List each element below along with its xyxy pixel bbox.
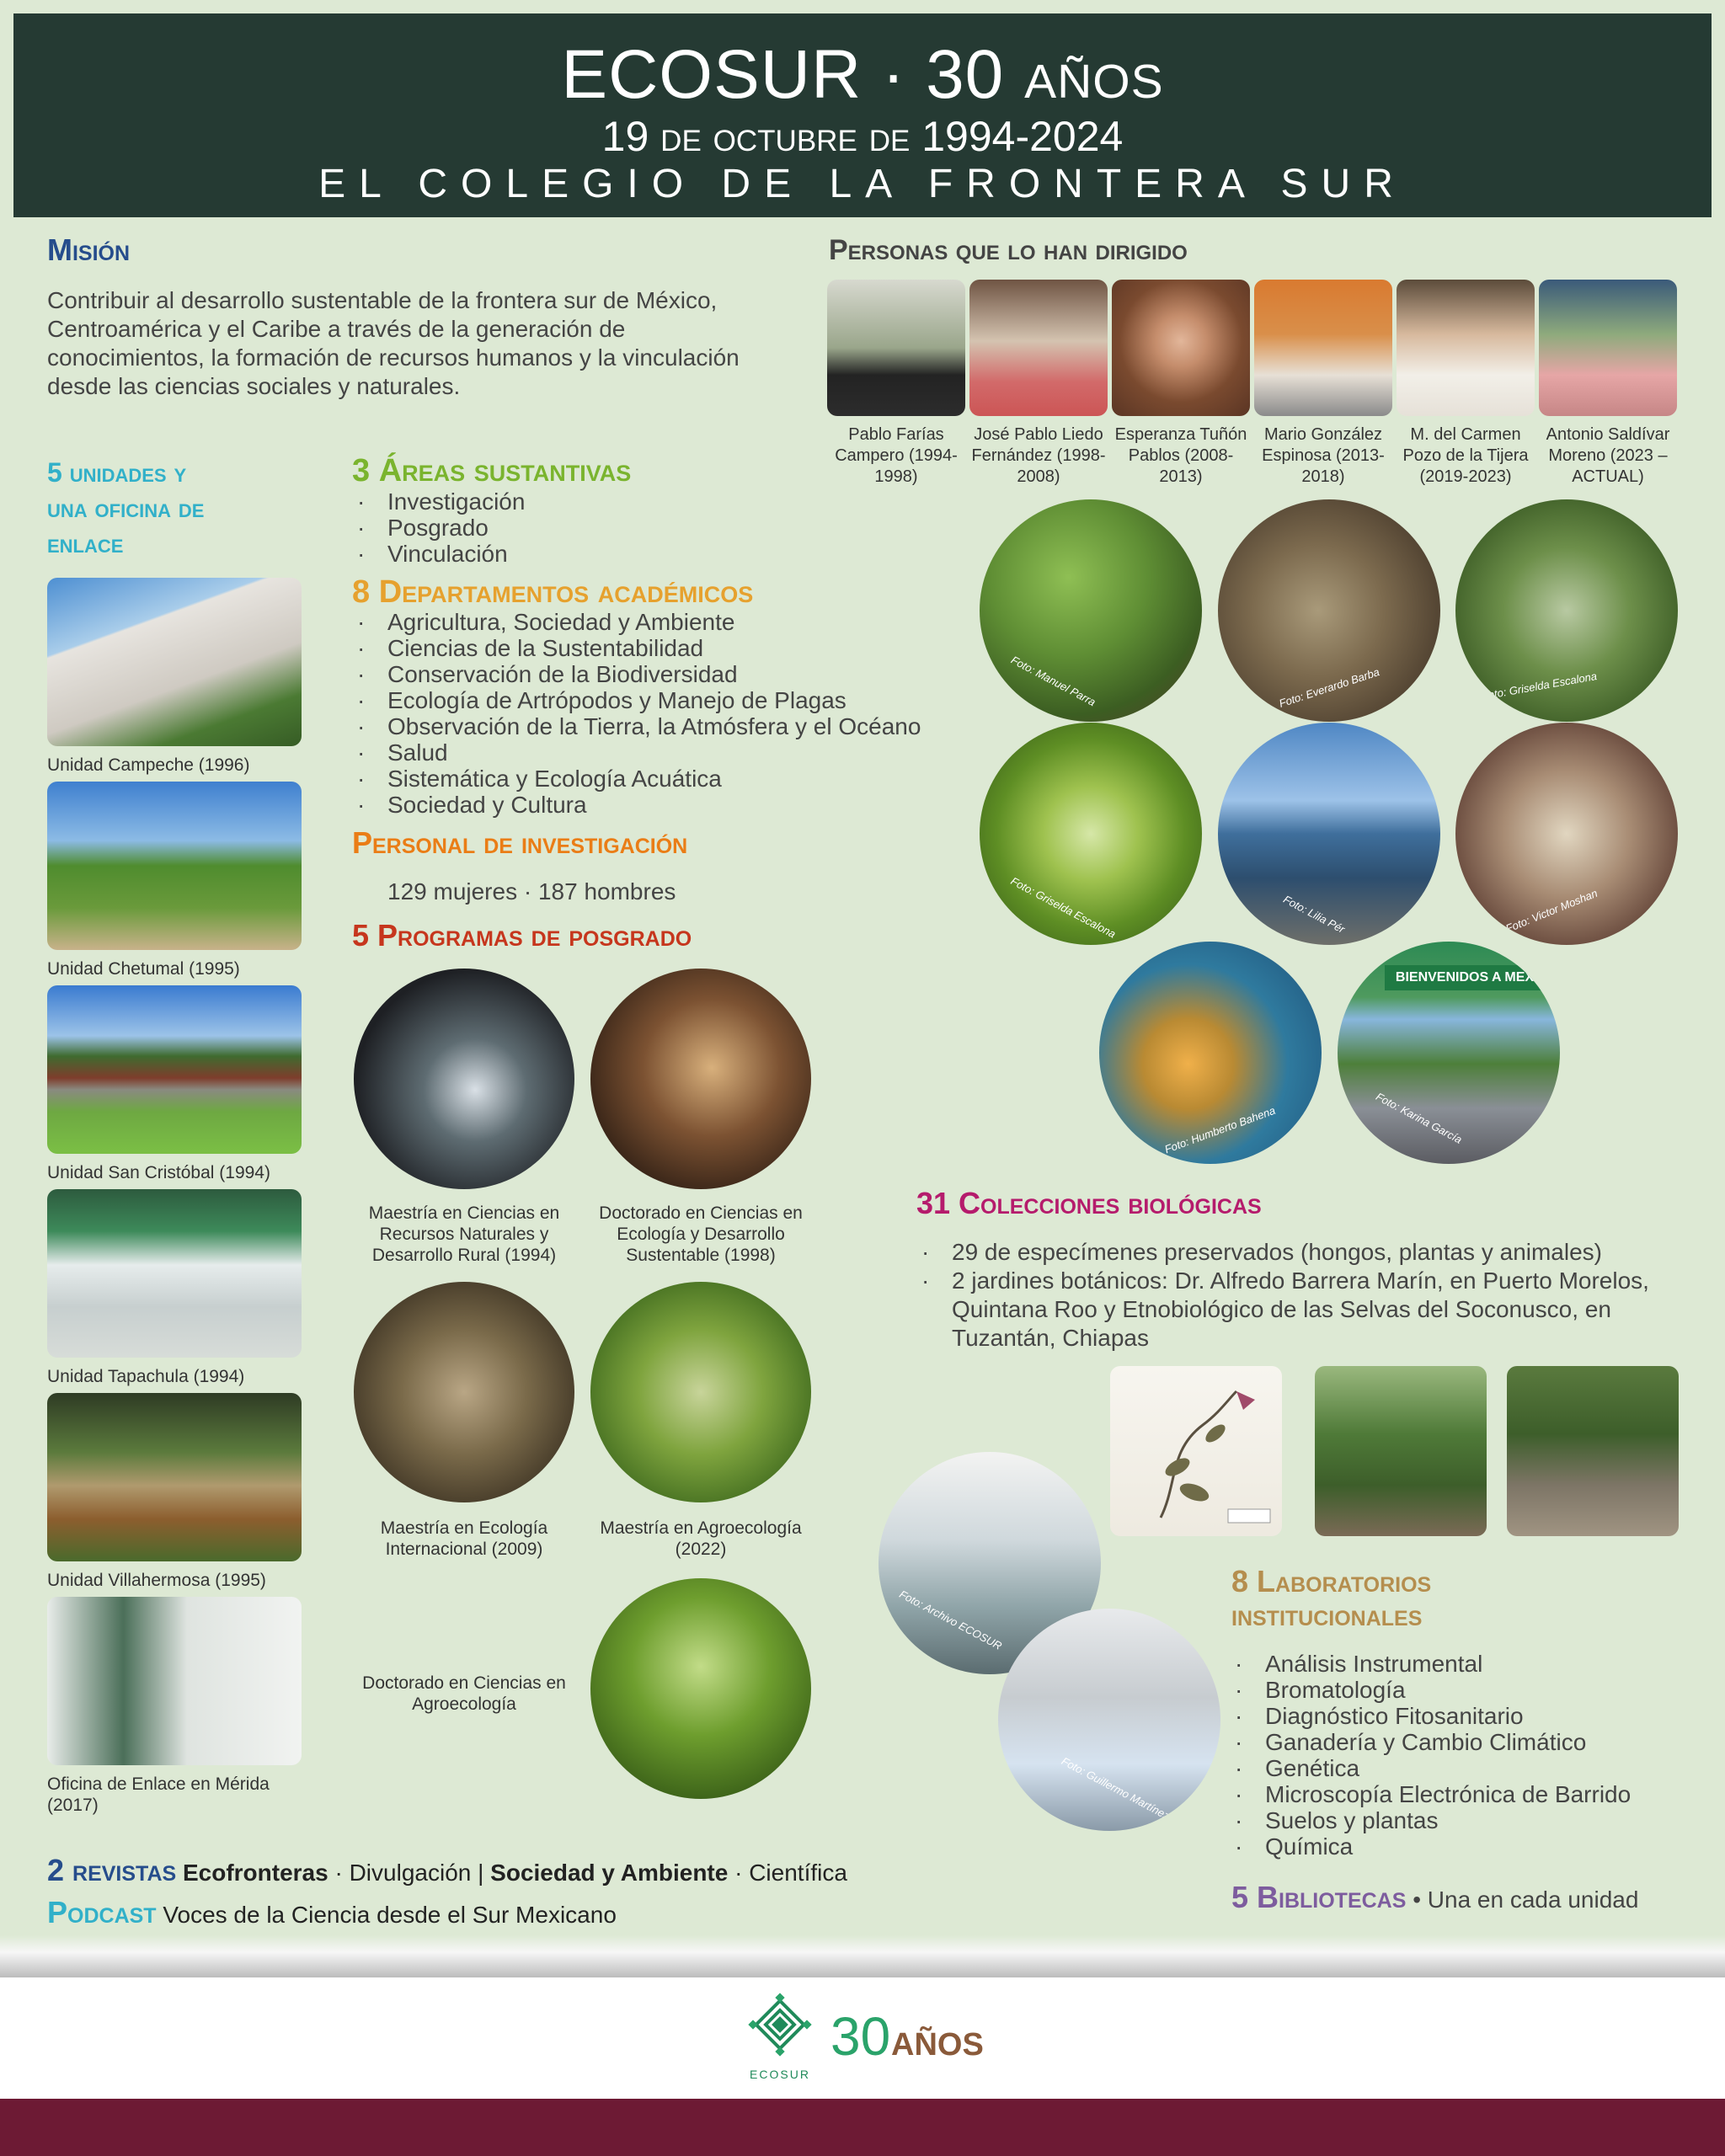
list-item: · 29 de especímenes preservados (hongos, plantas y animales) xyxy=(918,1238,1701,1267)
list-item: · Ecología de Artrópodos y Manejo de Plagas xyxy=(354,687,921,713)
program-caption: Maestría en Ciencias en Recursos Naturales y Desarrollo Rural (1994) xyxy=(368,1203,560,1265)
program-photo xyxy=(354,1282,574,1502)
unidades-heading: 5 unidades y una oficina de enlace xyxy=(47,457,205,558)
areas-list xyxy=(354,488,525,567)
list-item: · Vinculación xyxy=(354,541,525,567)
header-subtitle: EL COLEGIO DE LA FRONTERA SUR xyxy=(318,162,1407,206)
list-item: · Ganadería y Cambio Climático xyxy=(1231,1729,1631,1755)
journal-type: · Divulgación | xyxy=(334,1860,484,1886)
photo-credit: Foto: Griselda Escalona xyxy=(1008,874,1119,941)
bibliotecas-text: • Una en cada unidad xyxy=(1413,1886,1639,1913)
logo-icon xyxy=(741,1986,819,2063)
list-item: · 2 jardines botánicos: Dr. Alfredo Barrera Marín, en Puerto Morelos, Quintana Roo y Etnobiológico de las Selvas del Soconusco, en Tuzantán, Chiapas xyxy=(918,1267,1701,1353)
directors-heading: Personas que lo han dirigido xyxy=(829,234,1188,266)
colecciones-list xyxy=(918,1238,1701,1353)
bibliotecas-heading: 5 Bibliotecas xyxy=(1231,1880,1407,1914)
header-date: 19 de octubre de 1994-2024 xyxy=(601,113,1124,160)
list-item: · Conservación de la Biodiversidad xyxy=(354,661,921,687)
footer-divider xyxy=(0,1935,1725,1977)
plant-illustration xyxy=(1110,1366,1282,1536)
list-item: · Suelos y plantas xyxy=(1231,1807,1631,1833)
photo-credit: Foto: Karina García xyxy=(1374,1090,1465,1146)
photo-credit: Foto: Victor Moshan xyxy=(1503,886,1599,936)
list-item: · Diagnóstico Fitosanitario xyxy=(1231,1703,1631,1729)
laboratorios-heading: 8 Laboratorios institucionales xyxy=(1231,1564,1432,1632)
gallery-photo xyxy=(1099,942,1322,1164)
revistas-line xyxy=(47,1853,847,1888)
herbarium-photo xyxy=(1110,1366,1282,1536)
lab-photo xyxy=(998,1609,1220,1831)
unidad-caption: Unidad Campeche (1996) xyxy=(47,755,250,775)
director-photo xyxy=(969,280,1108,416)
list-item: · Sociedad y Cultura xyxy=(354,792,921,818)
bibliotecas-block xyxy=(1231,1880,1703,1914)
mision-heading: Misión xyxy=(47,232,131,267)
director-photo xyxy=(1112,280,1250,416)
director-caption: Antonio Saldívar Moreno (2023 – ACTUAL) xyxy=(1546,425,1670,486)
logo-text: ECOSUR xyxy=(750,2068,810,2081)
journal-name: Sociedad y Ambiente xyxy=(490,1860,729,1886)
list-item: · Salud xyxy=(354,739,921,766)
unidad-caption: Unidad Tapachula (1994) xyxy=(47,1367,245,1386)
photo-credit: Foto: Archivo ECOSUR xyxy=(897,1588,1004,1652)
list-item: · Sistemática y Ecología Acuática xyxy=(354,766,921,792)
photo-credit: Foto: Guillermo Martínez xyxy=(1059,1754,1172,1822)
revistas-heading: 2 revistas xyxy=(47,1853,177,1887)
program-caption: Doctorado en Ciencias en Ecología y Desarrollo Sustentable (1998) xyxy=(599,1203,803,1265)
laboratorios-list xyxy=(1231,1651,1631,1860)
unidad-caption: Oficina de Enlace en Mérida (2017) xyxy=(47,1774,270,1815)
director-caption: Pablo Farías Campero (1994-1998) xyxy=(835,425,958,486)
garden-photo xyxy=(1507,1366,1679,1536)
gallery-photo xyxy=(1218,723,1440,945)
gallery-photo xyxy=(980,499,1202,722)
footer xyxy=(0,1977,1725,2099)
director-photo xyxy=(1539,280,1677,416)
logo-30: 30 xyxy=(830,2006,891,2067)
header-title: ECOSUR · 30 años xyxy=(561,36,1164,113)
podcast-heading: Podcast xyxy=(47,1895,157,1929)
director-caption: M. del Carmen Pozo de la Tijera (2019-2023) xyxy=(1402,425,1529,486)
photo-credit: Foto: Humberto Bahena xyxy=(1162,1103,1278,1156)
program-photo xyxy=(590,1282,811,1502)
photo-credit: Foto: Manuel Parra xyxy=(1008,653,1098,709)
director-caption: José Pablo Liedo Fernández (1998-2008) xyxy=(971,425,1106,486)
header-banner xyxy=(13,13,1712,217)
unidad-photo xyxy=(47,578,302,746)
list-item: · Bromatología xyxy=(1231,1677,1631,1703)
program-photo xyxy=(354,969,574,1189)
list-item: · Agricultura, Sociedad y Ambiente xyxy=(354,609,921,635)
ecosur-logo xyxy=(741,1986,819,2080)
garden-photo xyxy=(1315,1366,1487,1536)
list-item: · Análisis Instrumental xyxy=(1231,1651,1631,1677)
list-item: · Investigación xyxy=(354,488,525,515)
personal-text: 129 mujeres · 187 hombres xyxy=(387,878,676,905)
program-photo xyxy=(590,969,811,1189)
gallery-photo xyxy=(980,723,1202,945)
director-caption: Esperanza Tuñón Pablos (2008-2013) xyxy=(1114,425,1247,486)
departamentos-heading: 8 Departamentos académicos xyxy=(352,574,754,610)
program-photo xyxy=(590,1578,811,1799)
unidad-photo xyxy=(47,1393,302,1561)
personal-heading: Personal de investigación xyxy=(352,825,688,860)
director-photo xyxy=(1254,280,1392,416)
podcast-line xyxy=(47,1895,617,1930)
photo-credit: Foto: Lilia Pér xyxy=(1281,893,1348,936)
gallery-photo xyxy=(1338,942,1560,1164)
photo-credit: Foto: Everardo Barba xyxy=(1277,665,1381,710)
list-item: · Química xyxy=(1231,1833,1631,1860)
program-caption: Maestría en Ecología Internacional (2009) xyxy=(380,1518,548,1559)
unidad-caption: Unidad Chetumal (1995) xyxy=(47,959,240,979)
colecciones-heading: 31 Colecciones biológicas xyxy=(916,1186,1262,1220)
unidad-caption: Unidad Villahermosa (1995) xyxy=(47,1571,266,1590)
list-item: · Observación de la Tierra, la Atmósfera y el Océano xyxy=(354,713,921,739)
unidad-photo xyxy=(47,1189,302,1358)
director-photo xyxy=(1397,280,1535,416)
director-caption: Mario González Espinosa (2013-2018) xyxy=(1262,425,1385,486)
photo-credit: Foto: Griselda Escalona xyxy=(1480,670,1598,702)
gallery-photo xyxy=(1218,499,1440,722)
program-caption: Doctorado en Ciencias en Agroecología xyxy=(362,1673,566,1714)
list-item: · Posgrado xyxy=(354,515,525,541)
border-sign: BIENVENIDOS A MEX xyxy=(1385,965,1545,990)
logo-anos: AÑOS xyxy=(891,2027,984,2063)
list-item: · Ciencias de la Sustentabilidad xyxy=(354,635,921,661)
list-item: · Microscopía Electrónica de Barrido xyxy=(1231,1781,1631,1807)
unidad-photo xyxy=(47,1597,302,1765)
areas-heading: 3 Áreas sustantivas xyxy=(352,453,632,488)
posgrado-heading: 5 Programas de posgrado xyxy=(352,918,692,953)
bottom-band xyxy=(0,2099,1725,2156)
gallery-photo xyxy=(1455,499,1678,722)
journal-type: · Científica xyxy=(734,1860,847,1886)
unidad-photo xyxy=(47,985,302,1154)
mision-text: Contribuir al desarrollo sustentable de la frontera sur de México, Centroamérica y el Caribe a través de la generación de conocimientos, la formación de recursos humanos y la vinculación desde las ciencias sociales y naturales. xyxy=(47,287,740,399)
unidad-photo xyxy=(47,782,302,950)
gallery-photo xyxy=(1455,723,1678,945)
podcast-text: Voces de la Ciencia desde el Sur Mexicano xyxy=(163,1902,617,1928)
unidad-caption: Unidad San Cristóbal (1994) xyxy=(47,1163,270,1182)
list-item: · Genética xyxy=(1231,1755,1631,1781)
departamentos-list xyxy=(354,609,921,818)
program-caption: Maestría en Agroecología (2022) xyxy=(600,1518,802,1559)
journal-name: Ecofronteras xyxy=(182,1860,328,1886)
director-photo xyxy=(827,280,965,416)
